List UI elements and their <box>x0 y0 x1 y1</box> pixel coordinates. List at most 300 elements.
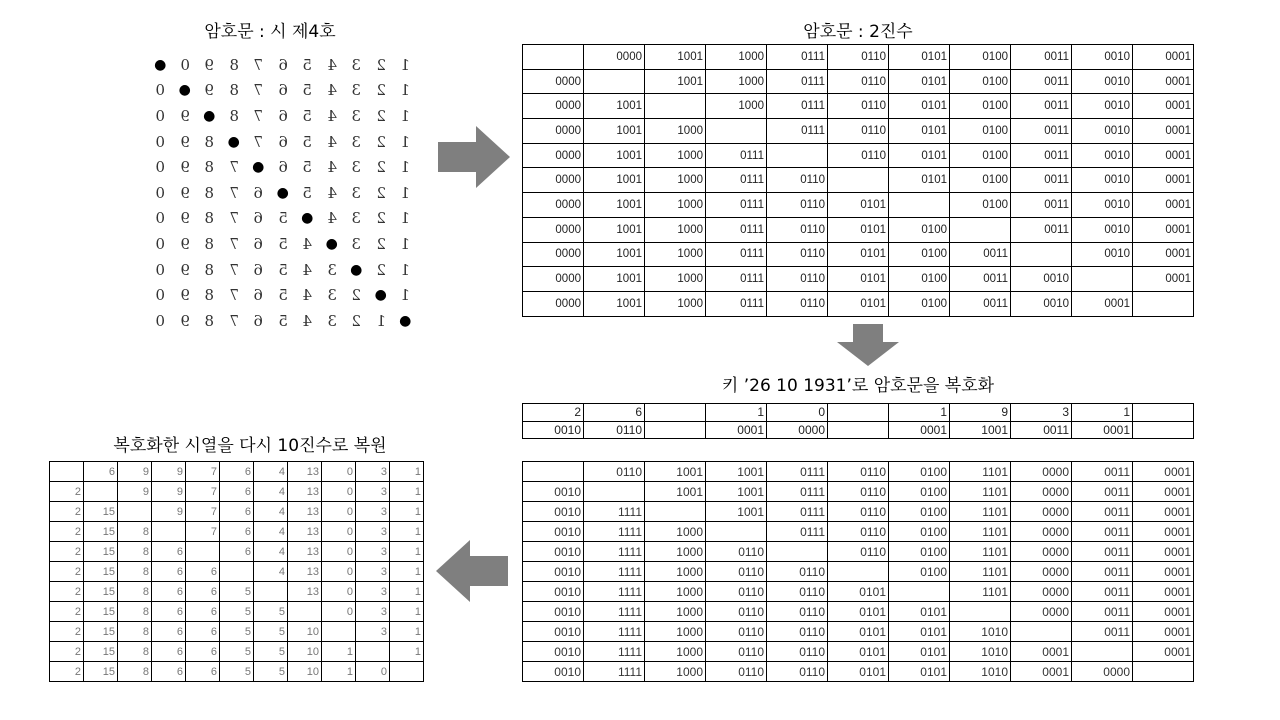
table-row <box>50 502 424 522</box>
table-cell <box>50 462 84 482</box>
table-row <box>523 462 1194 482</box>
table-cell: 0011 <box>1011 217 1072 242</box>
table-cell: 0100 <box>889 462 950 482</box>
table-cell: 0000 <box>584 45 645 70</box>
table-cell: 6 <box>152 562 186 582</box>
mirrored-digit: 4 <box>302 286 313 305</box>
mirrored-digit: 4 <box>326 183 337 202</box>
dot-marker: ● <box>276 184 289 201</box>
mirrored-digit: 7 <box>228 183 239 202</box>
table-cell: 1001 <box>584 267 645 292</box>
mirrored-digit: 0 <box>155 132 166 151</box>
mirrored-digit: 5 <box>277 209 288 228</box>
table-cell: 1101 <box>950 482 1011 502</box>
table-cell <box>889 582 950 602</box>
table-cell: 0010 <box>523 662 584 682</box>
mirrored-digit: 9 <box>179 311 190 330</box>
arrow-right-icon <box>438 126 510 188</box>
table-row <box>50 562 424 582</box>
table-cell: 0011 <box>1072 622 1133 642</box>
mirrored-digit: 2 <box>375 183 386 202</box>
cipher-grid <box>148 52 418 334</box>
table-cell: 0111 <box>706 143 767 168</box>
table-cell: 0010 <box>1072 143 1133 168</box>
mirrored-digit: 3 <box>351 234 362 253</box>
decrypted-table <box>522 461 1194 682</box>
table-cell: 0001 <box>1133 582 1194 602</box>
table-cell: 0110 <box>828 94 889 119</box>
table-cell: 1111 <box>584 542 645 562</box>
table-cell: 0001 <box>1133 622 1194 642</box>
table-cell: 0110 <box>767 562 828 582</box>
table-cell <box>1072 642 1133 662</box>
table-cell <box>1133 404 1194 422</box>
table-cell: 5 <box>220 582 254 602</box>
table-cell: 0000 <box>523 242 584 267</box>
table-cell: 0110 <box>828 502 889 522</box>
table-row <box>523 602 1194 622</box>
table-row <box>523 482 1194 502</box>
table-cell: 13 <box>288 562 322 582</box>
table-cell <box>1072 267 1133 292</box>
table-cell: 0001 <box>1133 94 1194 119</box>
table-cell: 6 <box>186 642 220 662</box>
table-cell: 0101 <box>889 662 950 682</box>
mirrored-digit: 8 <box>204 209 215 228</box>
table-cell <box>288 602 322 622</box>
table-cell: 0011 <box>1072 462 1133 482</box>
mirrored-digit: 0 <box>155 209 166 228</box>
table-cell: 0010 <box>1011 267 1072 292</box>
table-cell: 0001 <box>1133 193 1194 218</box>
table-cell: 8 <box>118 582 152 602</box>
mirrored-digit: 4 <box>326 158 337 177</box>
table-cell: 6 <box>220 502 254 522</box>
mirrored-digit: 9 <box>179 183 190 202</box>
mirrored-digit: 7 <box>228 158 239 177</box>
dot-marker: ● <box>301 210 314 227</box>
table-cell <box>84 482 118 502</box>
mirrored-digit: 4 <box>326 55 337 74</box>
mirrored-digit: 7 <box>253 55 264 74</box>
mirrored-digit: 9 <box>204 81 215 100</box>
table-cell: 0100 <box>950 69 1011 94</box>
table-row <box>50 542 424 562</box>
table-cell: 5 <box>254 662 288 682</box>
table-cell: 15 <box>84 602 118 622</box>
table-cell: 6 <box>220 482 254 502</box>
table-cell: 1 <box>390 542 424 562</box>
table-cell: 1010 <box>950 622 1011 642</box>
mirrored-digit: 2 <box>375 260 386 279</box>
table-cell: 0 <box>322 522 356 542</box>
table-cell: 0110 <box>828 542 889 562</box>
table-cell: 0100 <box>889 562 950 582</box>
table-cell: 1000 <box>645 143 706 168</box>
table-cell: 0001 <box>1133 462 1194 482</box>
table-cell: 0111 <box>767 462 828 482</box>
table-cell: 6 <box>186 562 220 582</box>
table-cell <box>220 562 254 582</box>
table-cell: 0101 <box>828 217 889 242</box>
table-cell: 0000 <box>1011 602 1072 622</box>
table-cell <box>322 622 356 642</box>
table-cell: 0011 <box>1072 522 1133 542</box>
table-cell: 0011 <box>1011 69 1072 94</box>
dot-marker: ● <box>178 82 191 99</box>
table-cell: 1 <box>390 522 424 542</box>
mirrored-digit: 1 <box>400 209 411 228</box>
table-cell: 1 <box>1072 404 1133 422</box>
table-cell <box>645 421 706 439</box>
mirrored-digit: 5 <box>302 81 313 100</box>
mirrored-digit: 5 <box>277 260 288 279</box>
mirrored-digit: 2 <box>375 106 386 125</box>
table-cell: 0 <box>322 582 356 602</box>
table-cell: 6 <box>84 462 118 482</box>
table-cell: 0010 <box>523 562 584 582</box>
table-cell: 1010 <box>950 662 1011 682</box>
mirrored-digit: 6 <box>253 209 264 228</box>
grid-row <box>148 154 418 180</box>
table-cell: 0000 <box>523 69 584 94</box>
table-row <box>523 94 1194 119</box>
table-cell: 0100 <box>950 45 1011 70</box>
table-cell <box>1133 291 1194 316</box>
table-cell <box>390 662 424 682</box>
table-cell: 1001 <box>645 482 706 502</box>
mirrored-digit: 7 <box>228 209 239 228</box>
table-cell: 8 <box>118 522 152 542</box>
mirrored-digit: 4 <box>326 106 337 125</box>
table-cell: 2 <box>50 562 84 582</box>
table-cell <box>118 502 152 522</box>
mirrored-digit: 5 <box>302 106 313 125</box>
table-cell: 6 <box>152 582 186 602</box>
table-cell: 15 <box>84 662 118 682</box>
mirrored-digit: 5 <box>302 132 313 151</box>
table-cell: 6 <box>152 642 186 662</box>
table-cell: 0011 <box>1072 482 1133 502</box>
table-cell <box>645 404 706 422</box>
mirrored-digit: 1 <box>400 234 411 253</box>
table-cell: 2 <box>50 522 84 542</box>
table-cell <box>767 143 828 168</box>
mirrored-digit: 9 <box>179 260 190 279</box>
table-cell: 1 <box>390 642 424 662</box>
table-cell <box>706 119 767 144</box>
table-cell: 0 <box>322 562 356 582</box>
table-cell: 1101 <box>950 582 1011 602</box>
decrypt-title: 키 ’26 10 1931’로 암호문을 복호화 <box>721 376 995 396</box>
table-cell: 0101 <box>828 242 889 267</box>
table-cell: 1000 <box>645 542 706 562</box>
table-cell: 4 <box>254 462 288 482</box>
table-cell <box>186 542 220 562</box>
table-cell: 0111 <box>767 94 828 119</box>
mirrored-digit: 8 <box>204 311 215 330</box>
table-cell: 0011 <box>1072 562 1133 582</box>
table-row <box>523 168 1194 193</box>
table-cell: 0101 <box>889 602 950 622</box>
table-row <box>523 421 1194 439</box>
table-cell: 0010 <box>1072 242 1133 267</box>
table-cell: 0000 <box>1011 542 1072 562</box>
table-cell: 2 <box>50 582 84 602</box>
mirrored-digit: 1 <box>400 183 411 202</box>
mirrored-digit: 0 <box>155 311 166 330</box>
mirrored-digit: 1 <box>400 286 411 305</box>
table-cell: 0001 <box>1133 502 1194 522</box>
mirrored-digit: 5 <box>302 183 313 202</box>
table-cell: 1000 <box>645 193 706 218</box>
mirrored-digit: 8 <box>204 234 215 253</box>
table-cell: 0010 <box>523 482 584 502</box>
table-cell: 0010 <box>523 502 584 522</box>
table-cell: 0110 <box>828 45 889 70</box>
table-cell: 0011 <box>1072 542 1133 562</box>
table-cell: 0110 <box>767 602 828 622</box>
table-cell: 9 <box>152 482 186 502</box>
table-cell: 1000 <box>645 119 706 144</box>
table-cell: 15 <box>84 542 118 562</box>
mirrored-digit: 6 <box>253 286 264 305</box>
mirrored-digit: 0 <box>179 55 190 74</box>
table-cell: 0101 <box>828 642 889 662</box>
table-cell: 1101 <box>950 462 1011 482</box>
table-cell: 0110 <box>828 482 889 502</box>
table-cell <box>889 193 950 218</box>
table-cell: 1001 <box>584 193 645 218</box>
table-cell: 1111 <box>584 602 645 622</box>
binary-table <box>522 44 1194 317</box>
mirrored-digit: 7 <box>228 311 239 330</box>
table-cell: 1 <box>390 502 424 522</box>
table-cell: 5 <box>220 622 254 642</box>
mirrored-digit: 7 <box>253 106 264 125</box>
grid-row <box>148 78 418 104</box>
table-cell: 8 <box>118 542 152 562</box>
table-row <box>523 542 1194 562</box>
table-cell: 0101 <box>889 168 950 193</box>
table-cell: 0110 <box>706 562 767 582</box>
binary-table-title: 암호문 : 2진수 <box>803 22 913 42</box>
table-cell: 0110 <box>767 267 828 292</box>
table-cell: 0110 <box>767 662 828 682</box>
dot-marker: ● <box>350 261 363 278</box>
table-cell: 0000 <box>523 291 584 316</box>
table-cell: 13 <box>288 502 322 522</box>
table-cell: 0110 <box>584 421 645 439</box>
table-cell: 0101 <box>889 143 950 168</box>
table-cell: 8 <box>118 602 152 622</box>
table-cell: 0110 <box>828 69 889 94</box>
table-cell: 0001 <box>1133 522 1194 542</box>
dot-marker: ● <box>154 56 167 73</box>
table-cell: 0100 <box>889 267 950 292</box>
table-row <box>50 642 424 662</box>
dot-marker: ● <box>374 287 387 304</box>
dot-marker: ● <box>203 107 216 124</box>
table-cell: 1 <box>706 404 767 422</box>
table-cell: 0101 <box>828 291 889 316</box>
table-cell <box>152 522 186 542</box>
table-cell: 0110 <box>767 582 828 602</box>
arrow-left-icon <box>436 540 508 602</box>
table-cell: 1 <box>390 562 424 582</box>
table-cell: 0111 <box>706 242 767 267</box>
table-row <box>50 582 424 602</box>
grid-row <box>148 308 418 334</box>
table-cell: 9 <box>152 462 186 482</box>
table-cell: 0000 <box>1011 582 1072 602</box>
table-cell: 9 <box>950 404 1011 422</box>
table-cell: 10 <box>288 662 322 682</box>
table-cell: 1 <box>390 602 424 622</box>
table-cell: 6 <box>152 602 186 622</box>
table-cell: 1001 <box>584 143 645 168</box>
table-row <box>523 119 1194 144</box>
table-cell: 13 <box>288 482 322 502</box>
table-row <box>523 642 1194 662</box>
mirrored-digit: 8 <box>228 106 239 125</box>
grid-row <box>148 257 418 283</box>
table-cell: 8 <box>118 642 152 662</box>
table-cell: 8 <box>118 662 152 682</box>
table-cell: 0001 <box>1011 642 1072 662</box>
table-cell: 1101 <box>950 562 1011 582</box>
table-row <box>523 267 1194 292</box>
table-cell: 0110 <box>828 143 889 168</box>
mirrored-digit: 2 <box>375 55 386 74</box>
table-cell: 1000 <box>645 642 706 662</box>
mirrored-digit: 3 <box>351 55 362 74</box>
table-cell: 6 <box>186 582 220 602</box>
table-cell: 0110 <box>767 217 828 242</box>
table-row <box>523 242 1194 267</box>
table-cell: 0010 <box>523 522 584 542</box>
dot-marker: ● <box>325 235 338 252</box>
mirrored-digit: 9 <box>179 209 190 228</box>
table-cell: 1000 <box>645 291 706 316</box>
mirrored-digit: 6 <box>277 55 288 74</box>
table-row <box>50 522 424 542</box>
table-cell: 0110 <box>706 622 767 642</box>
mirrored-digit: 5 <box>277 311 288 330</box>
table-cell <box>828 404 889 422</box>
table-row <box>523 193 1194 218</box>
table-cell: 4 <box>254 482 288 502</box>
table-row <box>523 502 1194 522</box>
mirrored-digit: 8 <box>204 260 215 279</box>
grid-row <box>148 129 418 155</box>
mirrored-digit: 0 <box>155 106 166 125</box>
mirrored-digit: 1 <box>375 311 386 330</box>
mirrored-digit: 3 <box>351 132 362 151</box>
table-cell: 0011 <box>1011 119 1072 144</box>
table-cell: 1001 <box>706 502 767 522</box>
decimal-table <box>49 461 424 682</box>
table-cell: 0001 <box>1133 143 1194 168</box>
table-cell: 3 <box>356 582 390 602</box>
table-cell: 2 <box>50 622 84 642</box>
table-cell: 1000 <box>645 242 706 267</box>
mirrored-digit: 6 <box>277 158 288 177</box>
table-cell: 6 <box>186 662 220 682</box>
table-cell: 0001 <box>1072 291 1133 316</box>
table-cell: 1001 <box>584 168 645 193</box>
mirrored-digit: 6 <box>253 260 264 279</box>
table-cell: 0101 <box>889 622 950 642</box>
table-cell <box>828 562 889 582</box>
mirrored-digit: 0 <box>155 81 166 100</box>
table-cell: 0100 <box>889 242 950 267</box>
mirrored-digit: 9 <box>179 234 190 253</box>
table-cell: 0110 <box>767 622 828 642</box>
table-cell: 0110 <box>767 291 828 316</box>
dot-marker: ● <box>227 133 240 150</box>
table-cell: 0101 <box>828 582 889 602</box>
table-cell: 0010 <box>1072 193 1133 218</box>
table-cell <box>645 502 706 522</box>
mirrored-digit: 6 <box>253 183 264 202</box>
grid-row <box>148 103 418 129</box>
mirrored-digit: 5 <box>277 234 288 253</box>
table-cell: 0 <box>322 602 356 622</box>
table-cell: 2 <box>50 482 84 502</box>
mirrored-digit: 4 <box>326 132 337 151</box>
mirrored-digit: 4 <box>302 260 313 279</box>
table-row <box>523 143 1194 168</box>
table-cell: 1000 <box>645 662 706 682</box>
table-cell <box>1011 622 1072 642</box>
mirrored-digit: 3 <box>351 106 362 125</box>
table-cell: 0110 <box>706 602 767 622</box>
key-table <box>522 403 1194 439</box>
table-cell: 1000 <box>645 622 706 642</box>
table-row <box>523 217 1194 242</box>
table-cell: 1001 <box>584 119 645 144</box>
table-cell: 13 <box>288 522 322 542</box>
table-cell <box>645 94 706 119</box>
table-row <box>50 662 424 682</box>
table-cell: 0001 <box>706 421 767 439</box>
table-cell: 0100 <box>889 542 950 562</box>
mirrored-digit: 9 <box>179 106 190 125</box>
mirrored-digit: 0 <box>155 286 166 305</box>
table-cell: 0 <box>322 542 356 562</box>
mirrored-digit: 8 <box>204 183 215 202</box>
table-cell: 0111 <box>706 291 767 316</box>
table-cell: 0000 <box>523 94 584 119</box>
table-cell <box>523 462 584 482</box>
table-cell: 2 <box>50 662 84 682</box>
mirrored-digit: 3 <box>326 260 337 279</box>
table-cell: 0001 <box>1133 69 1194 94</box>
table-cell: 0101 <box>889 642 950 662</box>
table-cell: 0011 <box>1011 94 1072 119</box>
mirrored-digit: 2 <box>375 81 386 100</box>
table-cell: 1 <box>390 462 424 482</box>
table-cell: 0101 <box>828 267 889 292</box>
table-cell: 0010 <box>1011 291 1072 316</box>
table-cell <box>584 482 645 502</box>
table-cell: 15 <box>84 582 118 602</box>
table-cell: 0000 <box>523 217 584 242</box>
table-cell: 0101 <box>889 94 950 119</box>
mirrored-digit: 8 <box>204 132 215 151</box>
table-cell: 0110 <box>767 193 828 218</box>
